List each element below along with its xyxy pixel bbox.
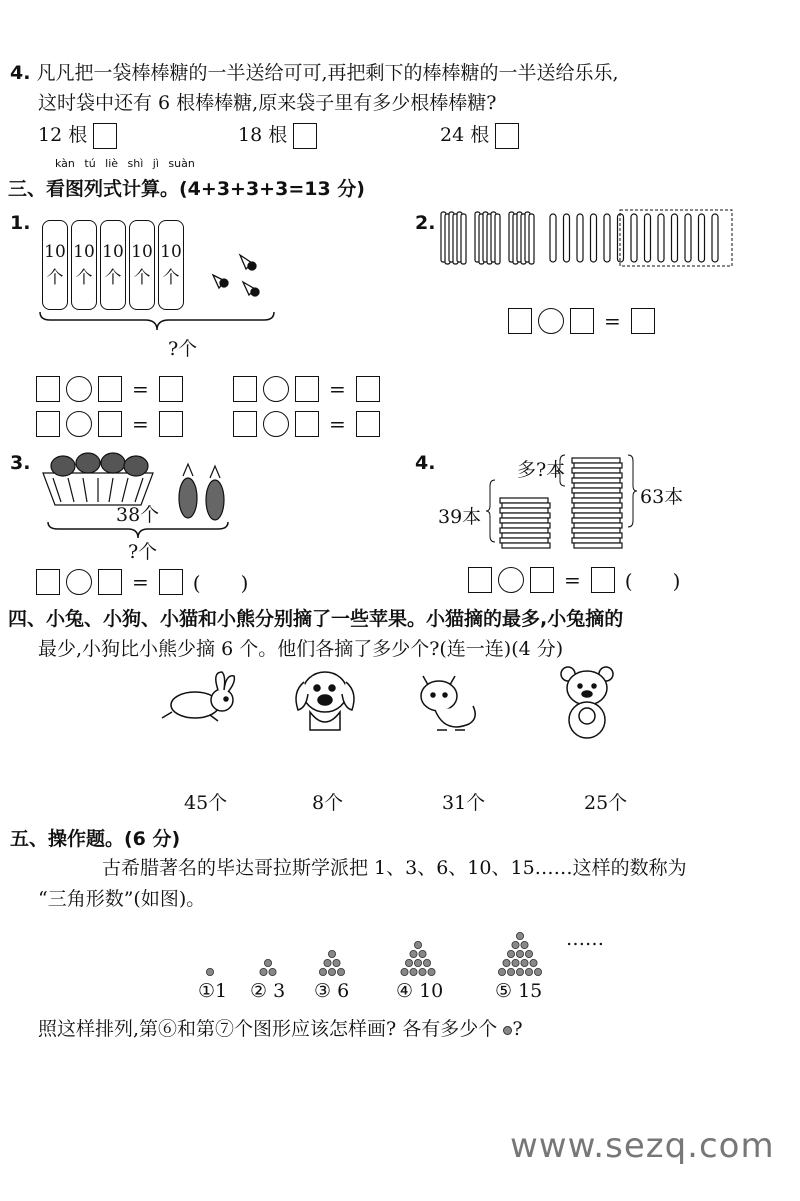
p2-number: 2. <box>415 212 436 234</box>
section5-question <box>38 1014 523 1041</box>
bundle-unit: 个 <box>133 268 151 288</box>
triangle-dot <box>328 950 335 957</box>
p4-label-more: 多?本 <box>517 459 566 481</box>
equals-sign: = <box>132 412 149 436</box>
triangle-dot <box>423 959 430 966</box>
dot-icon <box>503 1026 512 1035</box>
question-text: 照这样排列,第⑥和第⑦个图形应该怎样画? 各有多少个 <box>38 1018 498 1040</box>
triangle-dot <box>206 968 213 975</box>
count-45[interactable]: 45个 <box>184 792 228 814</box>
unit-paren[interactable]: ( ) <box>192 571 249 595</box>
p3-question: ?个 <box>128 541 158 563</box>
bundle-label: 10 <box>131 242 153 262</box>
bundle-label: 10 <box>102 242 124 262</box>
p4-number: 4. <box>415 452 436 474</box>
bundle-label: 10 <box>73 242 95 262</box>
p3-number: 3. <box>10 452 31 474</box>
triangle-dot <box>414 959 421 966</box>
option-label: 24 根 <box>440 124 490 146</box>
equals-sign: = <box>564 567 581 592</box>
equals-sign: = <box>132 569 149 594</box>
option-label: 18 根 <box>238 124 288 146</box>
triangle-dot <box>324 959 331 966</box>
section3-title: 三、看图列式计算。(4+3+3+3=13 分) <box>8 178 365 200</box>
section5-paragraph-2: “三角形数”(如图)。 <box>38 888 206 910</box>
ellipsis: …… <box>566 928 604 950</box>
p4-label-total: 63本 <box>640 486 684 508</box>
triangle-dot <box>410 950 417 957</box>
triangle-dot <box>512 941 519 948</box>
triangle-dot <box>405 959 412 966</box>
triangle-dot <box>512 959 519 966</box>
triangle-dot <box>521 959 528 966</box>
triangle-dot <box>414 941 421 948</box>
triangle-dot <box>260 968 267 975</box>
triangle-dot <box>507 968 514 975</box>
figure-label: ③ 6 <box>314 980 350 1002</box>
triangle-dot <box>525 968 532 975</box>
unit-paren[interactable]: ( ) <box>624 569 681 593</box>
triangle-dot <box>516 968 523 975</box>
triangle-dot <box>328 968 335 975</box>
bundle-label: 10 <box>160 242 182 262</box>
equals-sign: = <box>604 309 621 333</box>
triangle-dot <box>264 959 271 966</box>
triangle-dot <box>419 950 426 957</box>
figure-label: ①1 <box>198 980 228 1002</box>
watermark: www.sezq.com <box>510 1126 775 1166</box>
triangle-dot <box>269 968 276 975</box>
count-8[interactable]: 8个 <box>312 792 344 814</box>
triangle-dot <box>410 968 417 975</box>
equals-sign: = <box>329 412 346 436</box>
p1-number: 1. <box>10 212 31 234</box>
triangle-dot <box>521 941 528 948</box>
triangle-dot <box>507 950 514 957</box>
bundle-unit: 个 <box>162 268 180 288</box>
count-25[interactable]: 25个 <box>584 792 628 814</box>
section5-title: 五、操作题。(6 分) <box>10 828 181 850</box>
triangle-dot <box>516 950 523 957</box>
figure-label: ⑤ 15 <box>495 980 543 1002</box>
triangle-dot <box>534 968 541 975</box>
bundle-unit: 个 <box>46 268 64 288</box>
bundle-unit: 个 <box>75 268 93 288</box>
equals-sign: = <box>132 377 149 401</box>
section4-title-2: 最少,小狗比小熊少摘 6 个。他们各摘了多少个?(连一连)(4 分) <box>38 638 564 660</box>
p3-label: 38个 <box>116 504 160 526</box>
count-31[interactable]: 31个 <box>442 792 486 814</box>
triangle-dot <box>319 968 326 975</box>
figure-label: ② 3 <box>250 980 286 1002</box>
question-mark: ? <box>512 1018 523 1040</box>
equals-sign: = <box>329 377 346 401</box>
section5-paragraph-1: 古希腊著名的毕达哥拉斯学派把 1、3、6、10、15……这样的数称为 <box>102 857 687 879</box>
q4-text-2: 这时袋中还有 6 根棒棒糖,原来袋子里有多少根棒棒糖? <box>38 92 497 114</box>
q4-text-1: 凡凡把一袋棒棒糖的一半送给可可,再把剩下的棒棒糖的一半送给乐乐, <box>36 62 619 84</box>
triangle-dot <box>516 932 523 939</box>
figure-label: ④ 10 <box>396 980 444 1002</box>
triangle-dot <box>498 968 505 975</box>
section4-title-1: 四、小兔、小狗、小猫和小熊分别摘了一些苹果。小猫摘的最多,小兔摘的 <box>8 608 624 630</box>
section3-pinyin: kàn tú liè shì jì suàn <box>55 157 195 170</box>
triangle-dot <box>428 968 435 975</box>
bundle-label: 10 <box>44 242 66 262</box>
bundle-unit: 个 <box>104 268 122 288</box>
p1-question: ?个 <box>168 338 198 360</box>
p4-label-left: 39本 <box>438 506 482 528</box>
triangle-dot <box>503 959 510 966</box>
triangle-dot <box>333 959 340 966</box>
triangle-dot <box>525 950 532 957</box>
triangle-dot <box>401 968 408 975</box>
option-label: 12 根 <box>38 124 88 146</box>
triangle-dot <box>419 968 426 975</box>
triangle-dot <box>530 959 537 966</box>
q4-number: 4. <box>10 62 31 84</box>
triangle-dot <box>337 968 344 975</box>
